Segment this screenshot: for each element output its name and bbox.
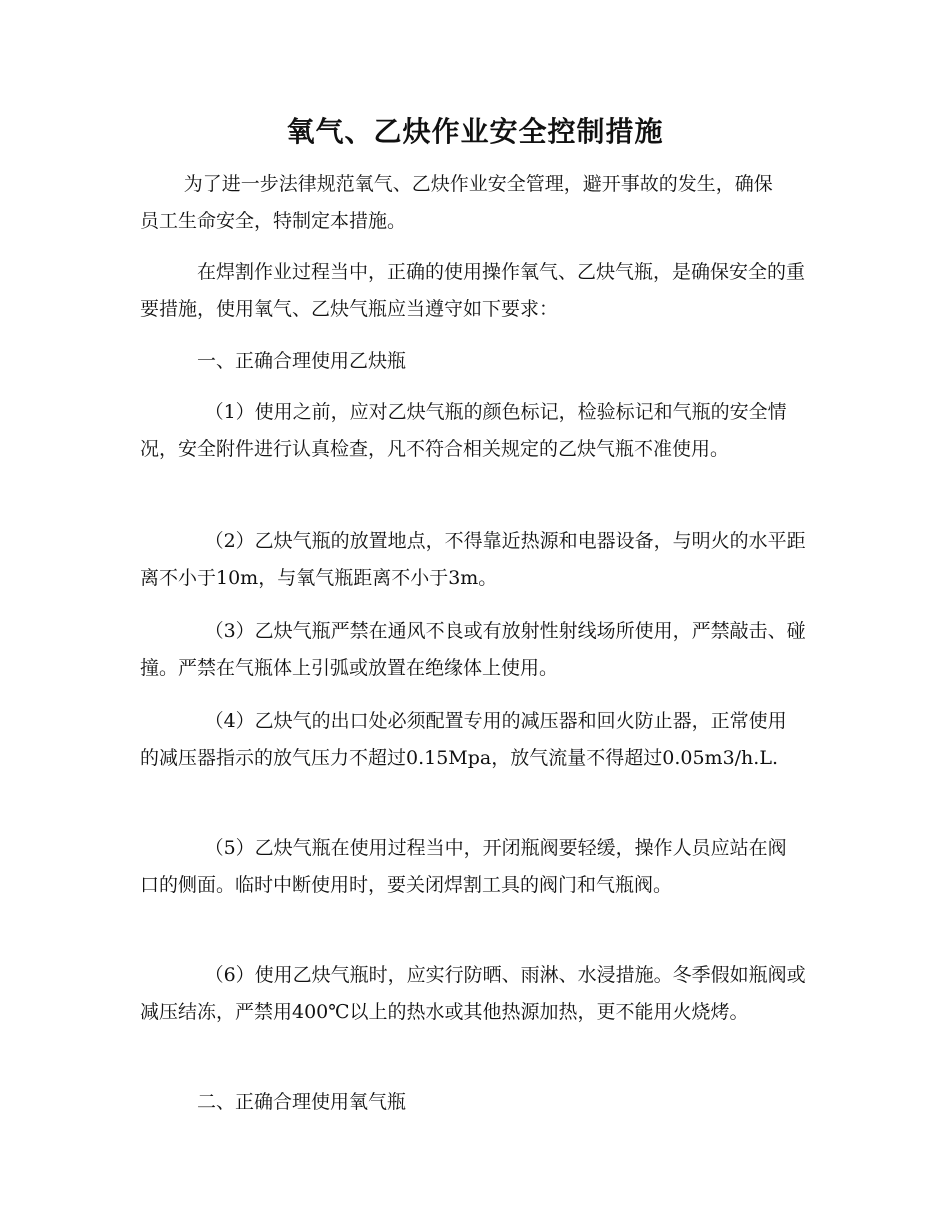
section-1-item-2: （2）乙炔气瓶的放置地点，不得靠近热源和电器设备，与明火的水平距离不小于10m，与氧气瓶距离不小于3m。 [140,530,806,589]
intro-paragraph-1: 为了进一步法律规范氧气、乙炔作业安全管理，避开事故的发生，确保员工生命安全，特制定本措施。 [140,173,773,232]
section-2-heading: 二、正确合理使用氧气瓶 [197,1091,407,1113]
intro-paragraph-2: 在焊割作业过程当中，正确的使用操作氧气、乙炔气瓶，是确保安全的重要措施，使用氧气、乙炔气瓶应当遵守如下要求： [140,261,806,320]
section-1-item-3: （3）乙炔气瓶严禁在通风不良或有放射性射线场所使用，严禁敲击、碰撞。严禁在气瓶体上引弧或放置在绝缘体上使用。 [140,620,806,679]
document-title: 氧气、乙炔作业安全控制措施 [286,115,664,148]
section-1-heading: 一、正确合理使用乙炔瓶 [197,350,407,372]
section-1-item-1: （1）使用之前，应对乙炔气瓶的颜色标记，检验标记和气瓶的安全情况，安全附件进行认真检查，凡不符合相关规定的乙炔气瓶不准使用。 [140,401,787,460]
section-1-item-4: （4）乙炔气的出口处必须配置专用的减压器和回火防止器，正常使用的减压器指示的放气压力不超过0.15Mpa，放气流量不得超过0.05m3/h.L. [140,710,787,769]
section-1-item-5: （5）乙炔气瓶在使用过程当中，开闭瓶阀要轻缓，操作人员应站在阀口的侧面。临时中断使用时，要关闭焊割工具的阀门和气瓶阀。 [140,837,787,896]
section-1-item-6: （6）使用乙炔气瓶时，应实行防晒、雨淋、水浸措施。冬季假如瓶阀或减压结冻，严禁用400℃以上的热水或其他热源加热，更不能用火烧烤。 [140,964,806,1023]
